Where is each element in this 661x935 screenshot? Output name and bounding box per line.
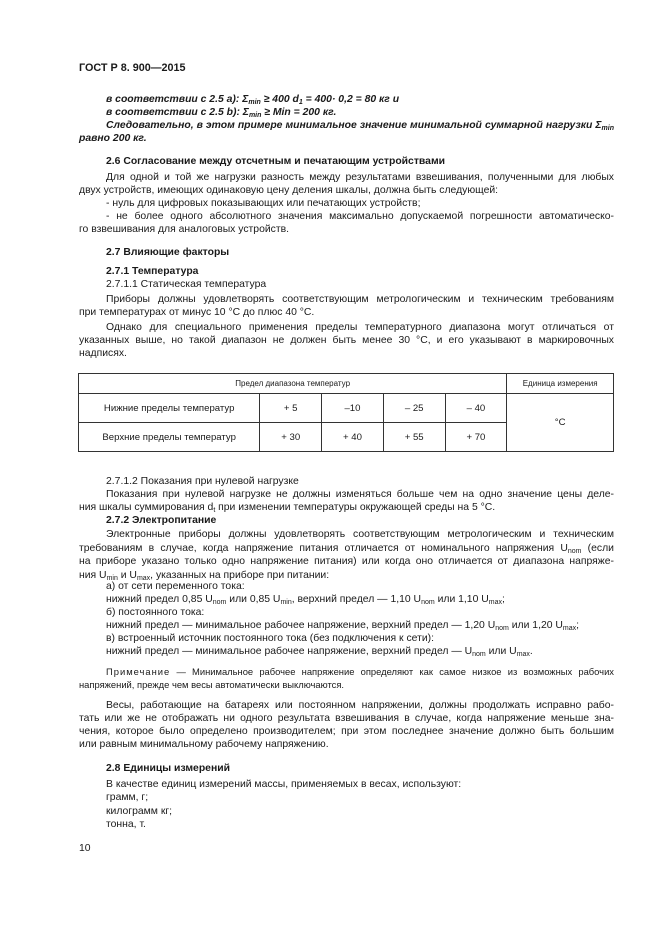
s272-line3: на приборе указано только одно напряжение питания) или когда оно отличается от диапазона напряже- bbox=[79, 556, 614, 567]
section-2-7-heading: 2.7 Влияющие факторы bbox=[106, 247, 230, 258]
calc-line-4: равно 200 кг. bbox=[79, 133, 147, 144]
unit-gram: грамм, г; bbox=[106, 792, 149, 803]
table-cell: –10 bbox=[322, 394, 384, 423]
s272-line1: Электронные приборы должны удовлетворять соответствующим метрологическим и техническим bbox=[106, 529, 614, 540]
s272-p-line4: или равным минимальному рабочему напряжению. bbox=[79, 739, 329, 750]
row-label: Нижние пределы температур bbox=[79, 394, 260, 423]
s26-p1-line2: двух устройств, имеющих одинаковую цену деления шкалы, должна быть следующей: bbox=[79, 185, 499, 196]
document-id: ГОСТ Р 8. 900—2015 bbox=[79, 62, 186, 74]
calc-line-1: в соответствии с 2.5 а): $\Sigma_{min} \ge 400$ $d_1 = 400\cdot 0,2 = 80$ кг и bbox=[106, 94, 400, 106]
section-2-8-heading: 2.8 Единицы измерений bbox=[106, 763, 230, 774]
s2712-line2: ния шкалы суммирования $d_t$ при изменении температуры окружающей среды на 5 °C. bbox=[79, 502, 496, 514]
table-row bbox=[79, 394, 614, 423]
page-number: 10 bbox=[79, 843, 91, 854]
table-header-range: Предел диапазона температур bbox=[79, 374, 507, 394]
s272-item-c: в) встроенный источник постоянного тока (без подключения к сети): bbox=[106, 633, 435, 644]
table-cell: + 70 bbox=[445, 423, 507, 452]
s272-p-line2: тать или же не отображать ни одного результата взвешивания в случае, когда напряжение меньше зна- bbox=[79, 713, 614, 724]
note-line2: напряжений, прежде чем весы автоматически выключаются. bbox=[79, 679, 345, 690]
s272-item-b: б) постоянного тока: bbox=[106, 607, 205, 618]
table-cell: + 30 bbox=[260, 423, 322, 452]
section-2-7-1-heading: 2.7.1 Температура bbox=[106, 266, 199, 277]
s272-item-c-limits: нижний предел — минимальное рабочее напряжение, верхний предел — $U_{nom}$ или $U_{max}$. bbox=[106, 646, 533, 658]
s272-item-b-limits: нижний предел — минимальное рабочее напряжение, верхний предел — 1,20 $U_{nom}$ или 1,20 $U_{max}$; bbox=[106, 620, 580, 632]
section-2-7-1-1-heading: 2.7.1.1 Статическая температура bbox=[106, 279, 267, 290]
s28-intro: В качестве единиц измерений массы, применяемых в весах, используют: bbox=[106, 779, 462, 790]
s272-line2: требованиям в случае, когда напряжение питания отличается от номинального напряжения $U_{nom}$ (если bbox=[79, 543, 614, 555]
s272-item-a: а) от сети переменного тока: bbox=[106, 581, 245, 592]
table-cell: + 55 bbox=[383, 423, 445, 452]
section-2-7-2-heading: 2.7.2 Электропитание bbox=[106, 515, 217, 526]
s26-item-2-line1: - не более одного абсолютного значения максимально допускаемой погрешности автоматическо- bbox=[106, 211, 614, 222]
section-2-6-heading: 2.6 Согласование между отсчетным и печатающим устройствами bbox=[106, 156, 446, 167]
s26-item-1: - нуль для цифровых показывающих или печатающих устройств; bbox=[106, 198, 421, 209]
note-label: Примечание bbox=[106, 666, 171, 677]
calc-line-3: Следовательно, в этом примере минимальное значение минимальной суммарной нагрузки $\Sigma_{min}$ bbox=[106, 120, 614, 132]
unit-cell: °C bbox=[507, 394, 614, 452]
s27-p1-line1: Приборы должны удовлетворять соответствующим метрологическим и техническим требованиям bbox=[106, 294, 614, 305]
unit-tonne: тонна, т. bbox=[106, 819, 146, 830]
s26-p1-line1: Для одной и той же нагрузки разность между результатами взвешивания, полученными для любых bbox=[106, 172, 614, 183]
table-header-unit: Единица измерения bbox=[507, 374, 614, 394]
row-label: Верхние пределы температур bbox=[79, 423, 260, 452]
table-cell: + 40 bbox=[322, 423, 384, 452]
s272-line4: ния $U_{min}$ и $U_{max}$, указанных на приборе при питании: bbox=[79, 570, 330, 582]
temperature-table bbox=[78, 373, 614, 452]
section-2-7-1-2-heading: 2.7.1.2 Показания при нулевой нагрузке bbox=[106, 476, 299, 487]
s2712-line1: Показания при нулевой нагрузке не должны изменяться больше чем на одно значение цены деле- bbox=[106, 489, 614, 500]
s26-item-2-line2: го взвешивания для аналоговых устройств. bbox=[79, 224, 290, 235]
s272-p-line3: чения, которое было определено производителем; при этом последнее значение должно быть большим bbox=[79, 726, 614, 737]
s272-p-line1: Весы, работающие на батареях или постоянном напряжении, должны продолжать исправно рабо- bbox=[106, 700, 614, 711]
calc-line-2: в соответствии с 2.5 b): $\Sigma_{min}$ ≥ Min = 200 кг. bbox=[106, 107, 337, 119]
s27-p1-line2: при температурах от минус 10 °C до плюс 40 °C. bbox=[79, 307, 315, 318]
unit-kilogram: килограмм кг; bbox=[106, 806, 173, 817]
note-line1: Примечание — Минимальное рабочее напряжение определяют как самое низкое из возможных рабочих bbox=[106, 666, 614, 677]
table-cell: + 5 bbox=[260, 394, 322, 423]
s272-item-a-limits: нижний предел 0,85 $U_{nom}$ или 0,85 $U_{min}$, верхний предел — 1,10 $U_{nom}$ или 1,10 $U_{max}$; bbox=[106, 594, 505, 606]
table-cell: – 40 bbox=[445, 394, 507, 423]
table-cell: – 25 bbox=[383, 394, 445, 423]
s27-p2-line2: указанных выше, но такой диапазон не должен быть менее 30 °C, и его указывают в маркировочных bbox=[79, 335, 614, 346]
s27-p2-line1: Однако для специального применения пределы температурного диапазона могут отличаться от bbox=[106, 322, 614, 333]
s27-p2-line3: надписях. bbox=[79, 348, 127, 359]
